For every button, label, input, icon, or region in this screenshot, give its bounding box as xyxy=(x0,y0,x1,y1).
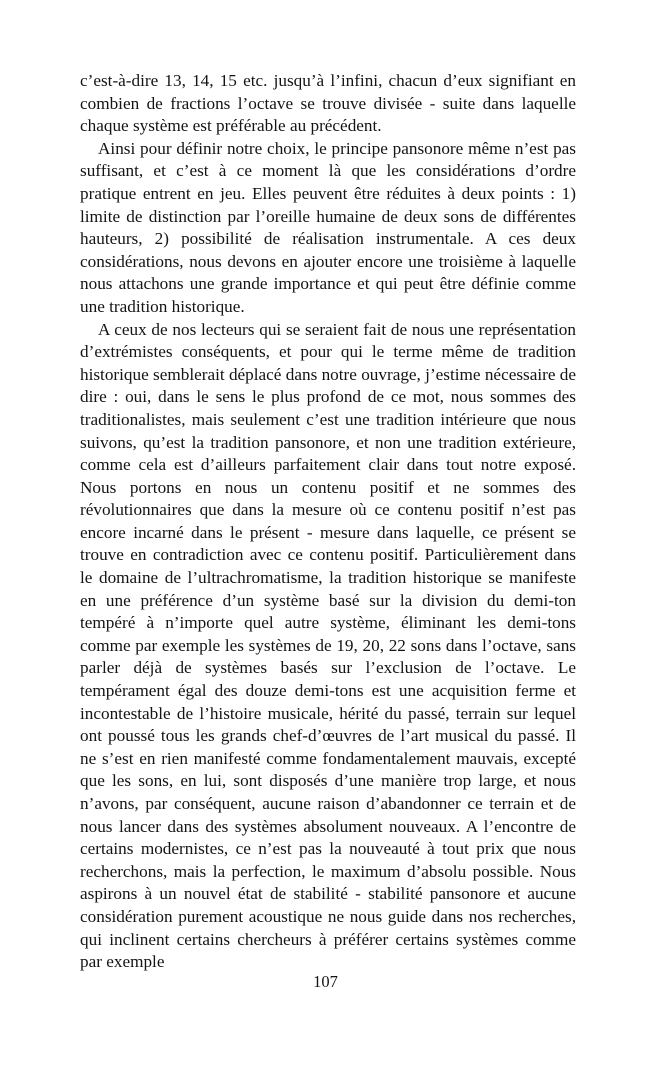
text-block xyxy=(80,70,576,974)
paragraph-practical-considerations: Ainsi pour définir notre choix, le principe pansonore même n’est pas suffisant, et c’est à ce moment là que les considérations d’ordre pratique entrent en jeu. Elles peuvent être réduites à deux points : 1) limite de distinction par l’oreille humaine de deux sons de différentes hauteurs, 2) possibilité de réalisation instrumentale. A ces deux considérations, nous devons en ajouter encore une troisième à laquelle nous attachons une grande importance et qui peut être définie comme une tradition historique. xyxy=(80,138,576,316)
page-number: 107 xyxy=(313,972,338,991)
paragraph-continuation: c’est-à-dire 13, 14, 15 etc. jusqu’à l’infini, chacun d’eux signifiant en combien de fractions l’octave se trouve divisée - suite dans laquelle chaque système est préférable au précédent. xyxy=(80,71,576,136)
paragraph-historical-tradition: A ceux de nos lecteurs qui se seraient fait de nous une représentation d’extrémistes conséquents, et pour qui le terme même de tradition historique semblerait déplacé dans notre ouvrage, j’estime nécessaire de dire : oui, dans le sens le plus profond de ce mot, nous sommes des traditionalistes, mais seulement c’est une tradition intérieure que nous suivons, qu’est la tradition pansonore, et non une tradition extérieure, comme cela est d’ailleurs parfaitement clair dans tout notre exposé. Nous portons en nous un contenu positif et ne sommes des révolutionnaires que dans la mesure où ce contenu positif n’est pas encore incarné dans le présent - mesure dans laquelle, ce présent se trouve en contradiction avec ce contenu positif. Particulièrement dans le domaine de l’ultrachromatisme, la tradition historique se manifeste en une préférence d’un système basé sur la division du demi-ton tempéré à n’importe quel autre système, éliminant les demi-tons comme par exemple les systèmes de 19, 20, 22 sons dans l’octave, sans parler déjà de systèmes basés sur l’exclusion de l’octave. Le tempérament égal des douze demi-tons est une acquisition ferme et incontestable de l’histoire musicale, hérité du passé, terrain sur lequel ont poussé tous les grands chef-d’œuvres de l’art musical du passé. Il ne s’est en rien manifesté comme fondamentalement mauvais, excepté que les sons, en lui, sont disposés d’une manière trop large, et nous n’avons, par conséquent, aucune raison d’abandonner ce terrain et de nous lancer dans des systèmes absolument nouveaux. A l’encontre de certains modernistes, ce n’est pas la nouveauté à tout prix que nous recherchons, mais la perfection, le maximum d’absolu possible. Nous aspirons à un nouvel état de stabilité - stabilité pansonore et aucune considération purement acoustique ne nous guide dans nos recherches, qui inclinent certains chercheurs à préférer certains systèmes comme par exemple xyxy=(80,319,576,972)
page-body xyxy=(80,70,576,974)
